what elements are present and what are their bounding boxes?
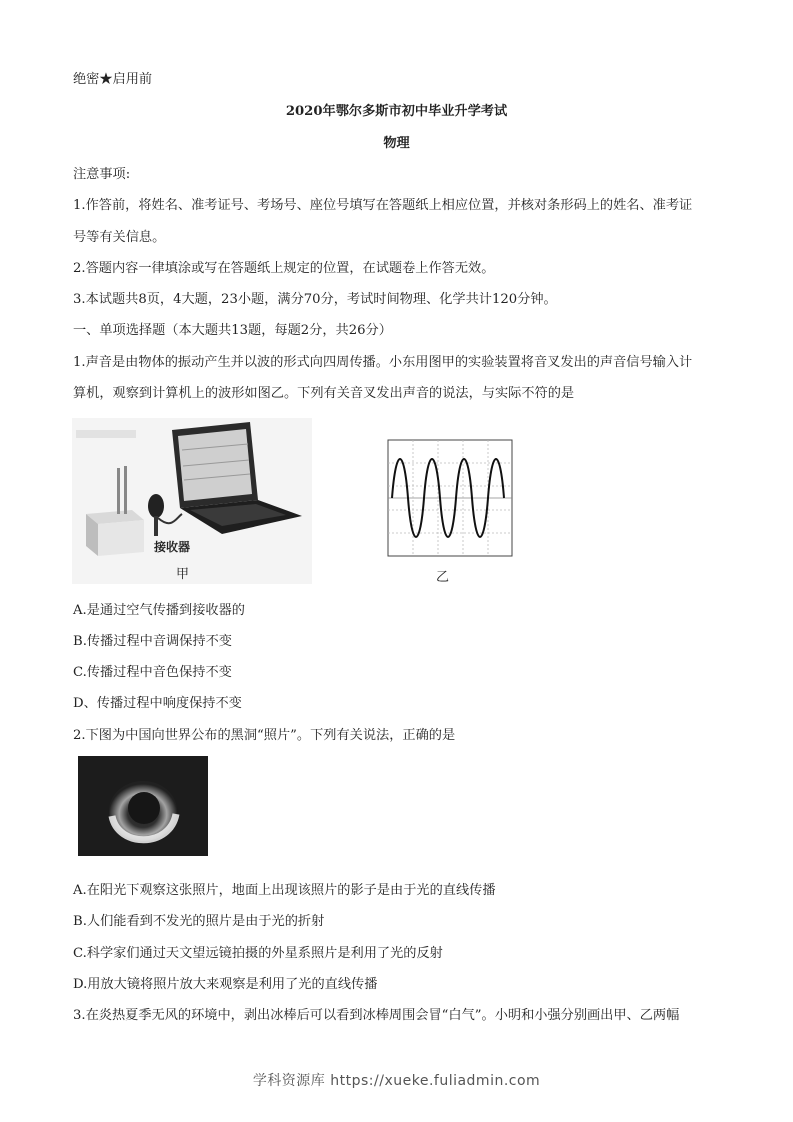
figure-jia (72, 418, 312, 584)
apparatus-illustration (72, 418, 312, 584)
q3-stem: 3.在炎热夏季无风的环境中，剥出冰棒后可以看到冰棒周围会冒“白气”。小明和小强分别画出甲、乙两幅 (73, 1008, 680, 1023)
q2-option-c: C.科学家们通过天文望远镜拍摄的外星系照片是利用了光的反射 (73, 946, 443, 961)
q1-stem-a: 1.声音是由物体的振动产生并以波的形式向四周传播。小东用图甲的实验装置将音叉发出的声音信号输入计 (73, 355, 693, 370)
q1-stem-b: 算机，观察到计算机上的波形如图乙。下列有关音叉发出声音的说法，与实际不符的是 (73, 386, 575, 401)
q2-option-a: A.在阳光下观察这张照片，地面上出现该照片的影子是由于光的直线传播 (73, 883, 496, 898)
black-hole-image (78, 756, 208, 856)
q1-option-b: B.传播过程中音调保持不变 (73, 634, 232, 649)
secret-label: 绝密★启用前 (73, 72, 153, 87)
figure-jia-label: 甲 (176, 567, 190, 582)
note-1b: 号等有关信息。 (73, 230, 166, 245)
q2-stem: 2.下图为中国向世界公布的黑洞“照片”。下列有关说法，正确的是 (73, 728, 456, 743)
q1-option-c: C.传播过程中音色保持不变 (73, 665, 232, 680)
note-2: 2.答题内容一律填涂或写在答题纸上规定的位置，在试题卷上作答无效。 (73, 261, 495, 276)
note-3: 3.本试题共8页，4大题，23小题，满分70分，考试时间物理、化学共计120分钟。 (73, 292, 557, 307)
notes-heading: 注意事项: (73, 167, 131, 182)
receiver-label: 接收器 (154, 540, 191, 554)
subject-title: 物理 (383, 136, 410, 151)
section-heading: 一、单项选择题（本大题共13题，每题2分，共26分） (73, 323, 392, 338)
footer-source: 学科资源库 https://xueke.fuliadmin.com (252, 1073, 541, 1089)
q2-option-d: D.用放大镜将照片放大来观察是利用了光的直线传播 (73, 977, 378, 992)
q2-option-b: B.人们能看到不发光的照片是由于光的折射 (73, 914, 325, 929)
note-1a: 1.作答前，将姓名、准考证号、考场号、座位号填写在答题纸上相应位置，并核对条形码上的姓名、准考证 (73, 198, 693, 213)
black-hole-photo (78, 756, 208, 856)
waveform-graph (384, 436, 516, 560)
q1-option-d: D、传播过程中响度保持不变 (73, 696, 242, 711)
q1-option-a: A.是通过空气传播到接收器的 (73, 603, 245, 618)
exam-title: 2020年鄂尔多斯市初中毕业升学考试 (285, 104, 508, 119)
figure-yi (384, 436, 516, 586)
figure-yi-label: 乙 (436, 570, 450, 585)
